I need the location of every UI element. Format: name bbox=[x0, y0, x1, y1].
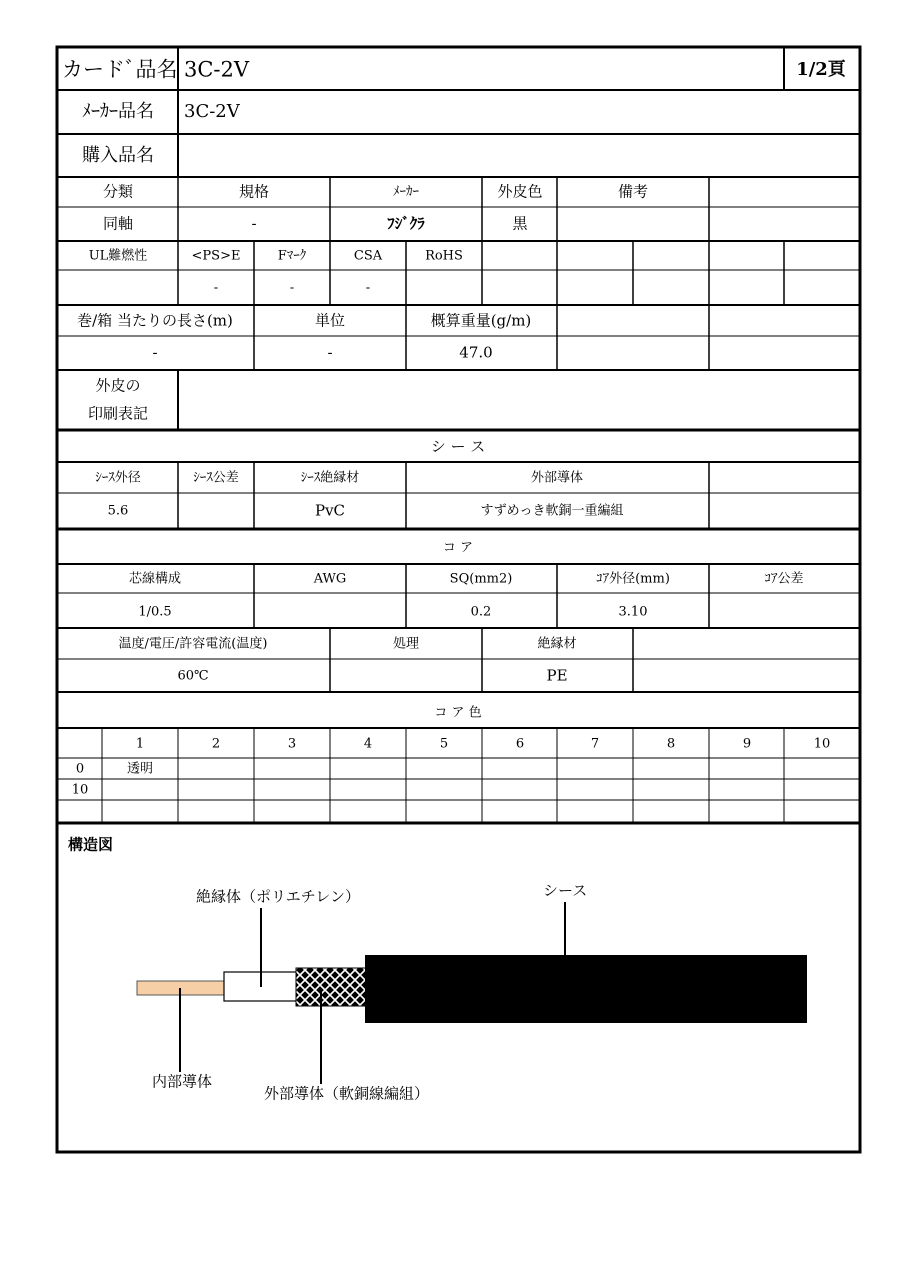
header-standard: 規格 bbox=[238, 182, 270, 201]
header-treatment: 処理 bbox=[392, 636, 420, 652]
header-jacket-color: 外皮色 bbox=[497, 182, 543, 201]
maker-name-value: 3C-2V bbox=[184, 101, 240, 122]
value-sheath-insulation: PvC bbox=[314, 501, 346, 520]
header-sheath-tolerance: ｼｰｽ公差 bbox=[193, 470, 239, 486]
value-weight: 47.0 bbox=[459, 343, 493, 362]
value-f-mark: - bbox=[289, 280, 295, 296]
print-marking-label-2: 印刷表記 bbox=[87, 404, 149, 423]
braid-shape bbox=[296, 968, 366, 1006]
value-standard: - bbox=[251, 214, 257, 233]
header-temp-voltage: 温度/電圧/許容電流(温度) bbox=[118, 636, 268, 652]
card-name-value: 3C-2V bbox=[184, 57, 250, 82]
header-csa: CSA bbox=[353, 248, 383, 264]
core-color-column-header: 3 bbox=[287, 736, 297, 752]
purchase-name-label: 購入品名 bbox=[82, 145, 154, 166]
header-length: 巻/箱 当たりの長さ(m) bbox=[77, 311, 233, 330]
header-remarks: 備考 bbox=[617, 182, 649, 201]
core-color-column-header: 10 bbox=[813, 736, 831, 752]
header-strand: 芯線構成 bbox=[128, 571, 182, 587]
structure-diagram-title: 構造図 bbox=[68, 835, 114, 854]
value-insulation: PE bbox=[546, 666, 568, 685]
outer-conductor-label: 外部導体（軟銅線編組） bbox=[264, 1084, 430, 1103]
header-unit: 単位 bbox=[314, 311, 346, 330]
header-insulation: 絶縁材 bbox=[537, 636, 577, 652]
core-color-column-header: 8 bbox=[666, 736, 676, 752]
header-pse: <PS>E bbox=[191, 248, 241, 264]
header-category: 分類 bbox=[102, 182, 134, 201]
value-pse: - bbox=[213, 280, 219, 296]
core-section-title: コ ア bbox=[442, 540, 474, 556]
header-f-mark: Fﾏｰｸ bbox=[277, 248, 307, 264]
core-color-row-label: 10 bbox=[71, 782, 89, 798]
card-name-label: カードﾞ品名 bbox=[62, 57, 178, 82]
core-color-column-header: 6 bbox=[515, 736, 525, 752]
value-core-od: 3.10 bbox=[618, 604, 648, 620]
core-color-cell: 透明 bbox=[126, 761, 154, 777]
cable-structure-diagram bbox=[137, 902, 807, 1084]
core-color-title: コ ア 色 bbox=[434, 705, 482, 721]
header-sheath-od: ｼｰｽ外径 bbox=[95, 470, 141, 486]
header-sq: SQ(mm2) bbox=[449, 571, 513, 587]
core-color-column-header: 4 bbox=[363, 736, 373, 752]
value-sheath-od: 5.6 bbox=[107, 503, 129, 519]
value-unit: - bbox=[327, 343, 333, 362]
core-color-column-header: 5 bbox=[439, 736, 449, 752]
value-temp-voltage: 60℃ bbox=[177, 668, 209, 684]
header-outer-conductor: 外部導体 bbox=[530, 470, 584, 486]
page-indicator: 1/2頁 bbox=[796, 59, 846, 80]
value-sq: 0.2 bbox=[470, 604, 492, 620]
value-outer-conductor: すずめっき軟銅一重編組 bbox=[480, 503, 624, 519]
header-sheath-insulation: ｼｰｽ絶縁材 bbox=[300, 470, 360, 486]
header-ul-flame: UL難燃性 bbox=[88, 248, 148, 264]
value-strand: 1/0.5 bbox=[138, 604, 172, 620]
core-color-column-header: 9 bbox=[742, 736, 752, 752]
value-category: 同軸 bbox=[102, 214, 134, 233]
inner-conductor-label: 内部導体 bbox=[152, 1072, 213, 1091]
header-weight: 概算重量(g/m) bbox=[430, 311, 532, 330]
sheath-section-title: シ ー ス bbox=[430, 437, 486, 456]
value-length: - bbox=[152, 343, 158, 362]
value-jacket-color: 黒 bbox=[512, 214, 528, 233]
header-rohs: RoHS bbox=[425, 248, 463, 264]
value-maker: ﾌｼﾞｸﾗ bbox=[387, 214, 425, 233]
sheath-label: シース bbox=[543, 881, 588, 900]
value-csa: - bbox=[365, 280, 371, 296]
print-marking-label-1: 外皮の bbox=[95, 376, 141, 395]
core-color-column-header: 2 bbox=[211, 736, 221, 752]
header-core-od: ｺｱ外径(mm) bbox=[596, 571, 670, 587]
header-awg: AWG bbox=[313, 571, 347, 587]
insulator-label: 絶縁体（ポリエチレン） bbox=[196, 887, 361, 906]
header-maker: ﾒｰｶｰ bbox=[393, 184, 419, 200]
sheath-shape bbox=[365, 955, 807, 1023]
maker-name-label: ﾒｰｶｰ品名 bbox=[82, 101, 154, 122]
core-color-column-header: 7 bbox=[590, 736, 600, 752]
core-color-row-label: 0 bbox=[75, 761, 85, 777]
core-color-column-header: 1 bbox=[135, 736, 145, 752]
header-core-tolerance: ｺｱ公差 bbox=[764, 571, 804, 587]
